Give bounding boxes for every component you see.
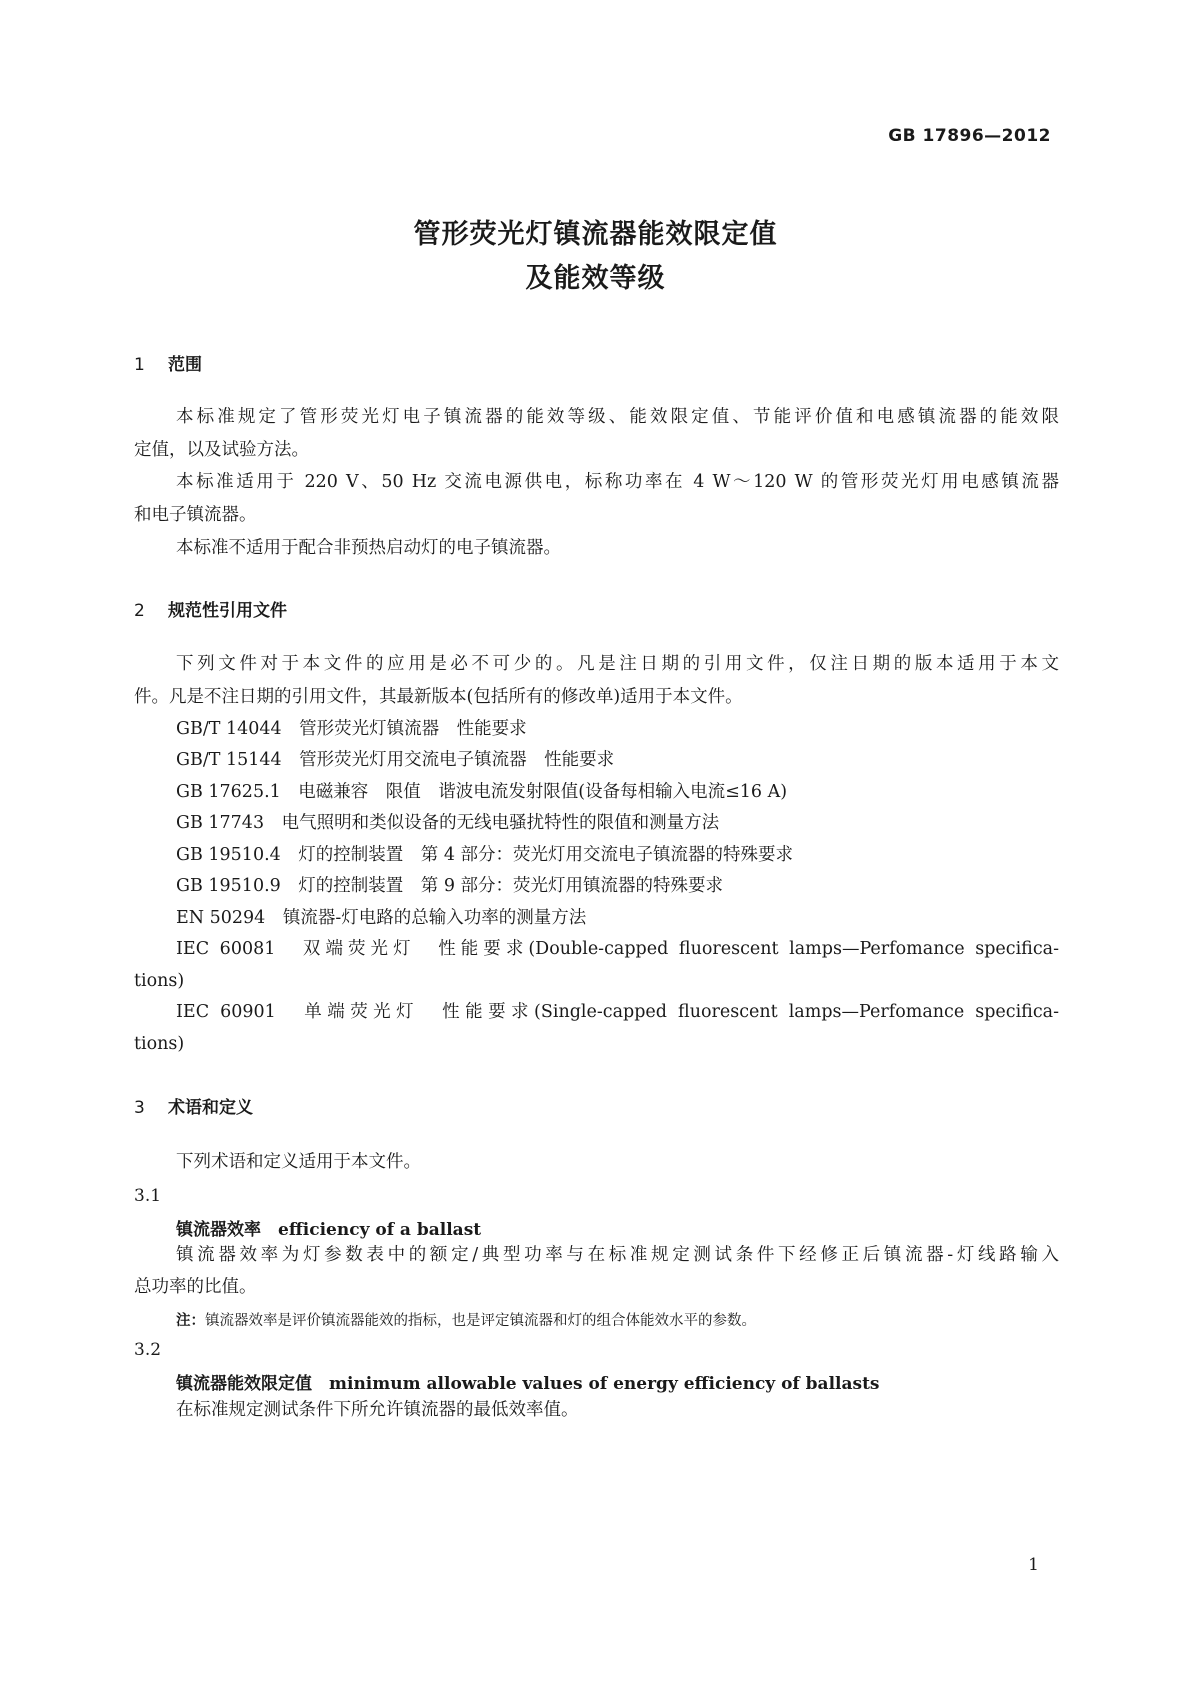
section-2-heading [134,596,287,621]
paragraph-line: 下列术语和定义适用于本文件。 [176,1152,421,1172]
section-1-heading [134,350,202,375]
reference-code: EN 50294 [176,908,266,928]
reference-title: 电磁兼容 限值 谐波电流发射限值(设备每相输入电流≤16 A) [298,782,788,802]
reference-title: 灯的控制装置 第 9 部分：荧光灯用镇流器的特殊要求 [298,876,724,896]
note-label: 注： [176,1313,205,1329]
note [176,1309,756,1330]
clause-number: 3.1 [134,1186,162,1206]
reference-item-continuation: tions) [134,971,185,991]
paragraph-line: 和电子镇流器。 [134,505,257,525]
term-english: minimum allowable values of energy efficiency of ballasts [329,1374,880,1394]
definition-line: 总功率的比值。 [134,1277,257,1297]
paragraph-line: 本标准规定了管形荧光灯电子镇流器的能效等级、能效限定值、节能评价值和电感镇流器的能效限 [176,407,1059,427]
section-title: 范围 [168,355,202,375]
reference-title: 灯的控制装置 第 4 部分：荧光灯用交流电子镇流器的特殊要求 [298,845,794,865]
reference-item [176,744,614,777]
reference-code: GB 17743 [176,813,265,833]
reference-title: 镇流器-灯电路的总输入功率的测量方法 [282,908,587,928]
reference-code: GB/T 14044 [176,719,282,739]
reference-item [176,870,723,903]
reference-title: 电气照明和类似设备的无线电骚扰特性的限值和测量方法 [281,813,720,833]
reference-title: 管形荧光灯用交流电子镇流器 性能要求 [299,750,615,770]
reference-item: IEC 60901 单端荧光灯 性能要求(Single-capped fluorescent lamps—Perfomance specifica- [176,1002,1059,1022]
term-heading [176,1215,481,1240]
reference-code: GB 19510.4 [176,845,281,865]
term-chinese: 镇流器能效限定值 [176,1374,312,1394]
document-title-line1: 管形荧光灯镇流器能效限定值 [413,219,778,250]
definition-line: 在标准规定测试条件下所允许镇流器的最低效率值。 [176,1400,579,1420]
definition-line: 镇流器效率为灯参数表中的额定/典型功率与在标准规定测试条件下经修正后镇流器-灯线路输入 [176,1245,1059,1265]
standard-number: GB 17896—2012 [888,126,1051,146]
note-text: 镇流器效率是评价镇流器能效的指标，也是评定镇流器和灯的组合体能效水平的参数。 [205,1313,756,1329]
reference-item-continuation: tions) [134,1034,185,1054]
reference-code: GB/T 15144 [176,750,282,770]
reference-title: 管形荧光灯镇流器 性能要求 [299,719,527,739]
reference-item [176,902,586,935]
section-number: 1 [134,355,145,375]
paragraph-line: 下列文件对于本文件的应用是必不可少的。凡是注日期的引用文件，仅注日期的版本适用于本文 [176,654,1059,674]
section-title: 术语和定义 [168,1098,253,1118]
paragraph-line: 本标准适用于 220 V、50 Hz 交流电源供电，标称功率在 4 W～120 W 的管形荧光灯用电感镇流器 [176,472,1059,492]
document-title-line2: 及能效等级 [525,263,666,294]
clause-number: 3.2 [134,1340,162,1360]
reference-item [176,807,719,840]
paragraph-line: 本标准不适用于配合非预热启动灯的电子镇流器。 [176,538,561,558]
section-number: 2 [134,601,145,621]
reference-item: IEC 60081 双端荧光灯 性能要求(Double-capped fluorescent lamps—Perfomance specifica- [176,939,1059,959]
paragraph-line: 件。凡是不注日期的引用文件，其最新版本(包括所有的修改单)适用于本文件。 [134,687,743,707]
reference-item [176,713,527,746]
section-number: 3 [134,1098,145,1118]
reference-item [176,839,793,872]
reference-code: GB 19510.9 [176,876,281,896]
reference-item [176,776,787,809]
reference-code: GB 17625.1 [176,782,281,802]
section-3-heading [134,1093,253,1118]
page-number: 1 [1028,1555,1039,1575]
paragraph-line: 定值，以及试验方法。 [134,440,309,460]
section-title: 规范性引用文件 [168,601,287,621]
term-heading [176,1369,880,1394]
term-english: efficiency of a ballast [278,1220,482,1240]
term-chinese: 镇流器效率 [176,1220,261,1240]
